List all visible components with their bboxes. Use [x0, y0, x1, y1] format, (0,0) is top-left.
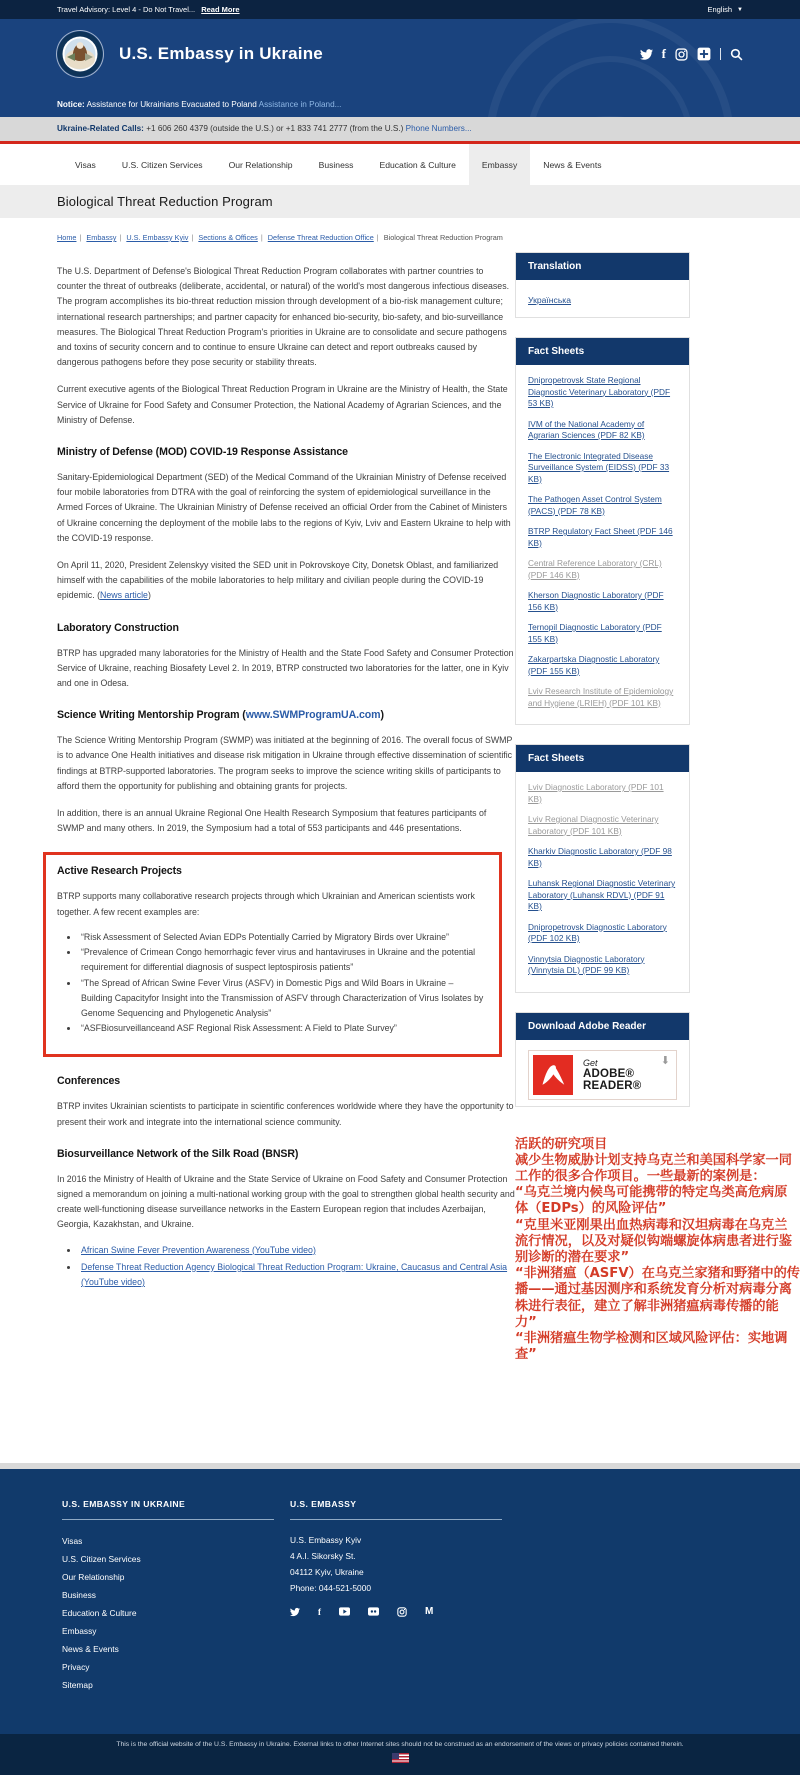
- footer-column-title: U.S. EMBASSY: [290, 1499, 357, 1510]
- footer-link-privacy[interactable]: Privacy: [62, 1662, 90, 1673]
- footer-links-column: [62, 1499, 290, 1694]
- fact-sheet-link[interactable]: Dnipropetrovsk State Regional Diagnostic Veterinary Laboratory (PDF 53 KB): [528, 375, 671, 408]
- twitter-icon[interactable]: [290, 1607, 300, 1617]
- list-item: [79, 1260, 515, 1290]
- fact-sheet-link[interactable]: Zakarpartska Diagnostic Laboratory (PDF 155 KB): [528, 654, 660, 676]
- twitter-icon[interactable]: [640, 48, 653, 61]
- translation-ukrainian-link[interactable]: Українська: [528, 295, 572, 305]
- footer-social-icons: [290, 1606, 550, 1617]
- breadcrumb-sections-offices[interactable]: Sections & Offices: [198, 233, 258, 242]
- address-line: 4 A.I. Sikorsky St.: [290, 1551, 356, 1562]
- chevron-down-icon: ▼: [737, 6, 743, 13]
- phone-numbers-link[interactable]: Phone Numbers...: [405, 124, 472, 133]
- translation-box: [515, 252, 690, 318]
- list-item: [79, 1243, 515, 1258]
- adobe-reader-box: [515, 1012, 690, 1107]
- chinese-annotation-line: 减少生物威胁计划支持乌克兰和美国科学家一同工作的很多合作项目。一些最新的案例是：: [515, 1152, 792, 1184]
- article-content: [57, 252, 515, 1298]
- heading-mod-covid: Ministry of Defense (MOD) COVID-19 Response Assistance: [57, 446, 348, 459]
- list-item: • “Prevalence of Crimean Congo hemorrhagic fever virus and hantaviruses in Ukraine and the potential requirement for differential diagnosis of suspect leptospirosis patients”: [79, 945, 487, 975]
- heading-conferences: Conferences: [57, 1075, 121, 1088]
- nav-item-business[interactable]: Business: [318, 159, 354, 170]
- paragraph: Sanitary-Epidemiological Department (SED) of the Medical Command of the Ukrainian Ministry of Defense received four mobile laboratories from DTRA with the goal of reinforcing the system of epidemiological surveillance in the Armed Forces of Ukraine. The Ukrainian Ministry of Defense received an official Order from the Cabinet of Ministers of Ukraine concerning the deployment of the mobile labs to the regions of Kyiv, Lviv and Eastern Ukraine to help with the COVID-19 response.: [57, 472, 511, 543]
- breadcrumb-current: Biological Threat Reduction Program: [383, 233, 503, 242]
- travel-advisory-text: Travel Advisory: Level 4 - Do Not Travel...: [57, 5, 196, 14]
- paragraph: The U.S. Department of Defense's Biological Threat Reduction Program collaborates with partner countries to counter the threat of outbreaks (deliberate, accidental, or natural) of the world's most dangerous infectious diseases. The program accomplishes its bio-threat reduction mission through development of a bio-risk management culture; international research partnerships; and partner capacity for enhanced bio-security, bio-safety, and bio-surveillance measures. The Biological Threat Reduction Program's priorities in Ukraine are to consolidate and secure pathogens and toxins of security concern and to continue to ensure Ukraine can detect and report outbreaks caused by dangerous pathogens before they pose security or stability threats.: [57, 266, 510, 368]
- language-label: English: [707, 5, 733, 14]
- address-line: U.S. Embassy Kyiv: [290, 1535, 362, 1546]
- fact-sheet-link[interactable]: IVM of the National Academy of Agrarian Sciences (PDF 82 KB): [528, 418, 645, 440]
- top-utility-bar: [0, 0, 800, 19]
- us-flag-icon: [392, 1753, 409, 1763]
- asf-video-link[interactable]: African Swine Fever Prevention Awareness (YouTube video): [81, 1244, 316, 1255]
- paragraph: The Science Writing Mentorship Program (SWMP) was initiated at the beginning of 2016. The overall focus of SWMP is to advance One Health initiatives and disease risk mitigation in Ukraine through effective dissemination of scientific findings at BTRP-supported laboratories. The program seeks to improve the science writing skills of participants to afford them the opportunity for publishing and obtaining grants for projects.: [57, 735, 513, 791]
- chinese-annotation-line: “乌克兰境内候鸟可能携带的特定鸟类高危病原体（EDPs）的风险评估”: [515, 1185, 788, 1217]
- breadcrumb: Home | Embassy | U.S. Embassy Kyiv | Sections & Offices | Defense Threat Reduction Office | Biological Threat Reduction Program: [57, 233, 503, 242]
- nav-item-our-relationship[interactable]: Our Relationship: [228, 159, 293, 170]
- footer-link-embassy[interactable]: Embassy: [62, 1626, 97, 1637]
- chinese-annotation-line: “克里米亚刚果出血热病毒和汉坦病毒在乌克兰流行情况，以及对疑似钩端螺旋体病患者进行鉴别诊断的潜在要求”: [515, 1217, 792, 1265]
- chinese-annotation: [515, 1137, 800, 1364]
- fact-sheet-link[interactable]: Dnipropetrovsk Diagnostic Laboratory (PDF 102 KB): [528, 921, 667, 943]
- footer-link-education-culture[interactable]: Education & Culture: [62, 1608, 137, 1619]
- news-article-link[interactable]: News article: [100, 590, 148, 601]
- nav-item-citizen-services[interactable]: U.S. Citizen Services: [121, 159, 203, 170]
- calls-label: Ukraine-Related Calls:: [57, 124, 144, 133]
- fact-sheet-link[interactable]: Lviv Diagnostic Laboratory (PDF 101 KB): [528, 782, 664, 804]
- fact-sheets-header: Fact Sheets: [516, 745, 689, 772]
- chinese-annotation-title: 活跃的研究项目: [515, 1136, 608, 1152]
- active-research-projects-highlight-box: [43, 852, 502, 1057]
- paragraph: BTRP has upgraded many laboratories for the Ministry of Health and the State Food Safety and Consumer Protection Service of Ukraine, reaching Biosafety Level 2. In 2019, BTRP constructed two laboratories for the latter, one in Kyiv and one in Odesa.: [57, 647, 514, 689]
- page-title: Biological Threat Reduction Program: [57, 194, 273, 209]
- instagram-icon[interactable]: [675, 48, 688, 61]
- paragraph: BTRP supports many collaborative research projects through which Ukrainian and American scientists work together. A few recent examples are:: [57, 891, 475, 917]
- list-item: • “ASFBiosurveillanceand ASF Regional Risk Assessment: A Field to Plate Survey”: [79, 1021, 487, 1036]
- header-social-icons: [640, 46, 743, 62]
- notice-link[interactable]: Assistance in Poland...: [258, 100, 342, 109]
- heading-bnsr: Biosurveillance Network of the Silk Road (BNSR): [57, 1147, 299, 1160]
- fact-sheets-box-1: [515, 337, 690, 725]
- fact-sheet-link[interactable]: BTRP Regulatory Fact Sheet (PDF 146 KB): [528, 526, 673, 548]
- footer-column-title: U.S. EMBASSY IN UKRAINE: [62, 1499, 186, 1510]
- site-title: U.S. Embassy in Ukraine: [119, 44, 323, 63]
- right-column: [515, 252, 800, 1363]
- video-links-list: [79, 1243, 515, 1291]
- paragraph: In 2016 the Ministry of Health of Ukraine and the State Service of Ukraine on Food Safety and Consumer Protection signed a memorandum on joining a multi-national working group with the goal to strengthen global health security and create well-functioning disease surveillance networks in the Eastern European region that includes Azerbaijan, Georgia, Kazakhstan, and Ukraine.: [57, 1173, 515, 1230]
- nav-item-embassy[interactable]: Embassy: [469, 144, 530, 185]
- nav-item-visas[interactable]: Visas: [75, 159, 96, 170]
- paragraph: On April 11, 2020, President Zelenskyy visited the SED unit in Pokrovskoye City, Donetsk Oblast, and familiarized himself with the capabilities of the mobile laboratories to help military and civilian people during the COVID-19 epidemic. (News article): [57, 560, 499, 601]
- list-item: • “The Spread of African Swine Fever Virus (ASFV) in Domestic Pigs and Wild Boars in Ukraine – Building Capacityfor Insight into the Transmission of ASFV through Characterization of Virus Isolates by Genome Sequencing and Phylogenetic Analysis”: [79, 976, 487, 1022]
- footer-link-citizen-services[interactable]: U.S. Citizen Services: [62, 1554, 141, 1565]
- youtube-icon[interactable]: [339, 1607, 350, 1616]
- swmp-program-link[interactable]: www.SWMProgramUA.com: [245, 709, 381, 722]
- footer-link-business[interactable]: Business: [62, 1590, 96, 1601]
- footer-divider: [290, 1519, 502, 1520]
- disclaimer-text: This is the official website of the U.S. Embassy in Ukraine. External links to other Internet sites should not be construed as an endorsement of the views or privacy policies contained therein.: [116, 1741, 684, 1749]
- travel-advisory: [57, 5, 240, 14]
- footer-link-sitemap[interactable]: Sitemap: [62, 1680, 93, 1691]
- icon-divider: [720, 48, 721, 60]
- notice-text: Assistance for Ukrainians Evacuated to Poland: [86, 100, 257, 109]
- notice-bar: [57, 100, 743, 109]
- embassy-seal: [57, 31, 103, 77]
- nav-item-news-events[interactable]: News & Events: [543, 159, 602, 170]
- fact-sheet-link[interactable]: Lviv Research Institute of Epidemiology and Hygiene (LRIEH) (PDF 101 KB): [528, 686, 674, 708]
- flickr-icon[interactable]: [368, 1607, 379, 1616]
- calls-bar: [0, 117, 800, 141]
- read-more-link[interactable]: Read More: [201, 5, 240, 14]
- fact-sheet-link[interactable]: Vinnytsia Diagnostic Laboratory (Vinnytsia DL) (PDF 99 KB): [528, 953, 645, 975]
- instagram-icon[interactable]: [397, 1607, 407, 1617]
- nav-item-education-culture[interactable]: Education & Culture: [379, 159, 456, 170]
- calls-text: +1 606 260 4379 (outside the U.S.) or +1 833 741 2777 (from the U.S.): [146, 124, 404, 133]
- fact-sheet-link[interactable]: Luhansk Regional Diagnostic Veterinary Laboratory (Luhansk RDVL) (PDF 91 KB): [528, 878, 676, 911]
- address-line: Phone: 044-521-5000: [290, 1583, 372, 1594]
- chinese-annotation-line: “非洲猪瘟生物学检测和区域风险评估：实地调查”: [515, 1330, 788, 1363]
- address-line: 04112 Kyiv, Ukraine: [290, 1567, 364, 1578]
- dtra-video-link[interactable]: Defense Threat Reduction Agency Biological Threat Reduction Program: Ukraine, Caucasus and Central Asia (YouTube video): [81, 1261, 508, 1287]
- site-footer: [0, 1463, 800, 1734]
- primary-nav: [0, 144, 800, 185]
- medium-icon[interactable]: M: [425, 1606, 434, 1618]
- footer-divider: [62, 1519, 274, 1520]
- footer-link-visas[interactable]: Visas: [62, 1536, 83, 1547]
- download-arrow-icon: ⬇: [660, 1054, 670, 1067]
- heading-laboratory-construction: Laboratory Construction: [57, 621, 179, 634]
- adobe-reader-header: Download Adobe Reader: [516, 1013, 689, 1040]
- header-row: [0, 19, 800, 77]
- translation-header: Translation: [516, 253, 689, 280]
- adobe-get-label: Get: [583, 1057, 598, 1068]
- breadcrumb-home[interactable]: Home: [57, 233, 77, 242]
- fact-sheet-link[interactable]: Ternopil Diagnostic Laboratory (PDF 155 KB): [528, 622, 662, 644]
- fact-sheet-link[interactable]: Central Reference Laboratory (CRL) (PDF 146 KB): [528, 558, 662, 580]
- bottom-disclaimer-bar: [0, 1734, 800, 1775]
- breadcrumb-embassy-kyiv[interactable]: U.S. Embassy Kyiv: [126, 233, 189, 242]
- heading-swmp: Science Writing Mentorship Program (www.SWMProgramUA.com): [57, 709, 384, 722]
- main-area: [57, 252, 800, 1363]
- fact-sheet-link[interactable]: The Pathogen Asset Control System (PACS) (PDF 78 KB): [528, 494, 662, 516]
- adobe-acrobat-icon: [533, 1055, 573, 1095]
- spacer: [0, 1363, 800, 1463]
- chinese-annotation-line: “非洲猪瘟（ASFV）在乌克兰家猪和野猪中的传播——通过基因测序和系统发育分析对病毒分离株进行表征，建立了解非洲猪瘟病毒传播的能力”: [515, 1266, 800, 1330]
- footer-address-column: [290, 1499, 550, 1694]
- notice-label: Notice:: [57, 100, 85, 109]
- fact-sheet-link[interactable]: The Electronic Integrated Disease Surveillance System (EIDSS) (PDF 33 KB): [528, 450, 670, 484]
- fact-sheet-link[interactable]: Lviv Regional Diagnostic Veterinary Laboratory (PDF 101 KB): [528, 814, 659, 836]
- fact-sheets-box-2: [515, 744, 690, 993]
- get-adobe-reader-button[interactable]: [528, 1050, 677, 1100]
- list-item: • “Risk Assessment of Selected Avian EDPs Potentially Carried by Migratory Birds over Ukraine”: [79, 930, 487, 945]
- research-projects-list: [79, 930, 487, 1036]
- facebook-icon[interactable]: f: [318, 1606, 321, 1617]
- language-selector[interactable]: [707, 5, 743, 14]
- footer-link-news-events[interactable]: News & Events: [62, 1644, 119, 1655]
- fact-sheet-link[interactable]: Kherson Diagnostic Laboratory (PDF 156 KB): [528, 590, 664, 612]
- footer-link-our-relationship[interactable]: Our Relationship: [62, 1572, 125, 1583]
- fact-sheet-link[interactable]: Kharkiv Diagnostic Laboratory (PDF 98 KB): [528, 846, 672, 868]
- facebook-icon[interactable]: f: [661, 46, 666, 61]
- heading-active-research: Active Research Projects: [57, 865, 182, 878]
- breadcrumb-dtro[interactable]: Defense Threat Reduction Office: [267, 233, 374, 242]
- adobe-reader-label: ADOBE® READER®: [583, 1067, 642, 1092]
- breadcrumb-embassy[interactable]: Embassy: [86, 233, 117, 242]
- fact-sheets-header: Fact Sheets: [516, 338, 689, 365]
- paragraph: Current executive agents of the Biological Threat Reduction Program in Ukraine are the Ministry of Health, the State Service of Ukraine for Food Safety and Consumer Protection, the National Academy of Agrarian Sciences, and the Ministry of Defense.: [57, 384, 508, 425]
- title-band: [0, 185, 800, 218]
- paragraph: In addition, there is an annual Ukraine Regional One Health Research Symposium that features participants of SWMP and many others. In 2019, the Symposium had a total of 553 participants and 446 presentations.: [57, 808, 487, 834]
- paragraph: BTRP invites Ukrainian scientists to participate in scientific conferences worldwide where they have the opportunity to present their work and integrate into the international science community.: [57, 1101, 514, 1127]
- search-icon[interactable]: [730, 48, 743, 61]
- share-plus-icon[interactable]: [697, 47, 711, 61]
- site-header: [0, 19, 800, 117]
